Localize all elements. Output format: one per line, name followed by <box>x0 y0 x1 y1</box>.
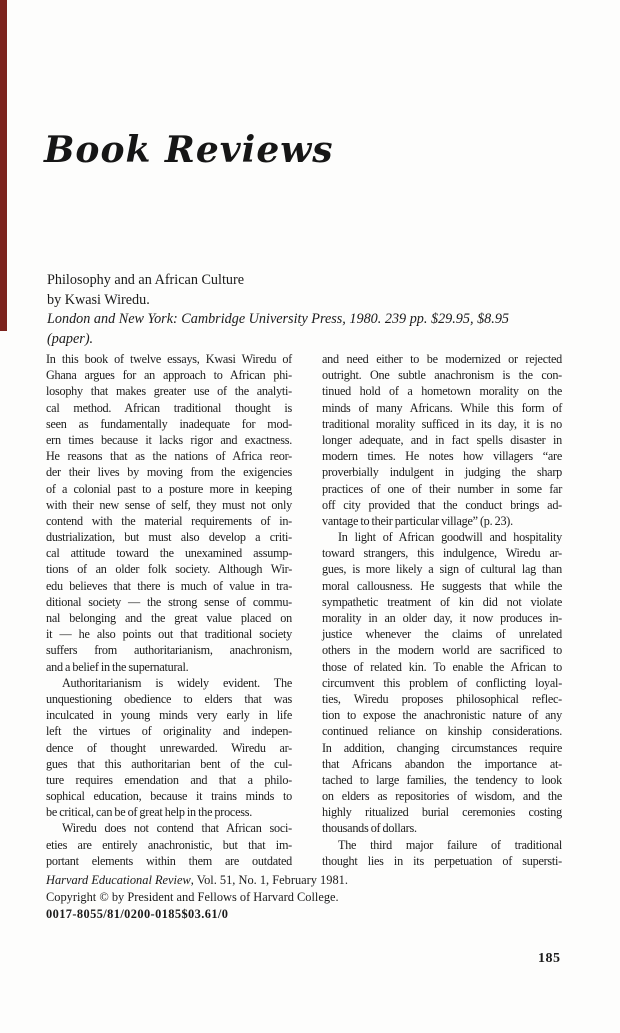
text-line: and need either to be modernized or rejected <box>322 352 562 366</box>
text-line: modern times. He notes how villagers “are <box>322 449 562 464</box>
text-line: morality in an older day, it now produces in- <box>322 611 562 625</box>
text-line: cal attitude toward the unexamined assump- <box>46 546 292 561</box>
text-line: tached to large families, the tendency to look <box>322 772 562 787</box>
text-line: practices of one of their number in some far <box>322 481 562 496</box>
text-line: Authoritarianism is widely evident. The <box>62 675 292 690</box>
text-line: highly ritualized burial ceremonies costing <box>322 805 562 820</box>
text-line: outright. One subtle anachronism is the con- <box>322 368 562 383</box>
book-citation <box>47 271 577 349</box>
footer-issn-code: 0017-8055/81/0200-0185$03.61/0 <box>46 906 229 921</box>
text-line: In this book of twelve essays, Kwasi Wiredu of <box>46 352 292 366</box>
text-line: portant elements within them are outdated <box>46 853 292 868</box>
text-line: He reasons that as the nations of Africa reor- <box>46 449 292 464</box>
text-line: tinued hold of a hometown morality on the <box>322 384 562 399</box>
text-line: Ghana argues for an approach to African phi- <box>46 368 292 383</box>
citation-author: by Kwasi Wiredu. <box>47 291 150 308</box>
text-line: unquestioning obedience to elders that was <box>46 691 292 706</box>
text-line: left the virtues of originality and indepen- <box>46 724 292 739</box>
text-line: der their lives by moving from the exigencies <box>46 465 292 480</box>
text-line: others in the modern world are sacrificed to <box>322 643 562 658</box>
text-line: The third major failure of traditional <box>338 837 562 852</box>
text-line: it — he also points out that traditional society <box>46 627 292 642</box>
text-line: ditional society — the strong sense of commu- <box>46 594 292 609</box>
text-line: sophical education, because it trains minds to <box>46 789 292 804</box>
text-line: traditional morality sufficed in its day, it is no <box>322 416 562 431</box>
text-line: gues, is more likely a sign of cultural lag than <box>322 562 562 577</box>
text-line: Wiredu does not contend that African soci- <box>62 821 292 836</box>
text-line: dence of thought unrewarded. Wiredu ar- <box>46 740 292 755</box>
text-line: moral callousness. He suggests that while the <box>322 578 562 593</box>
text-line: off city provided that the conduct brings ad- <box>322 497 562 512</box>
text-line: longer adequate, and in fact spells disaster in <box>322 432 562 447</box>
page-number: 185 <box>538 951 561 966</box>
text-line: continued reliance on kinship considerations. <box>322 724 562 739</box>
text-line: minds of many Africans. While this form of <box>322 400 562 415</box>
right-column <box>322 351 562 869</box>
text-line: ture requires emendation and that a philo- <box>46 772 292 787</box>
text-line: tion to expose the anachronistic nature of any <box>322 708 562 723</box>
text-line: thought lies in its perpetuation of supersti- <box>322 853 562 868</box>
left-column <box>46 351 292 869</box>
citation-paper-note: (paper). <box>47 330 94 347</box>
text-line: ties, Wiredu proposes philosophical reflec- <box>322 691 562 706</box>
text-line: that Africans abandon the importance at- <box>322 756 562 771</box>
footer-journal-line <box>46 872 526 889</box>
text-line: dustrialization, but must also develop a criti- <box>46 530 292 545</box>
text-line: In light of African goodwill and hospitality <box>338 530 562 545</box>
journal-volume-info: , Vol. 51, No. 1, February 1981. <box>190 873 348 887</box>
text-line: suffers from authoritarianism, anachronism, <box>46 643 292 658</box>
text-line: thousands of dollars. <box>322 821 417 836</box>
page-title: Book Reviews <box>44 129 334 171</box>
text-line: proverbially indulgent in judging the sharp <box>322 465 562 480</box>
text-line: justice whenever the claims of unrelated <box>322 627 562 642</box>
text-line: gues that this authoritarian bent of the cul- <box>46 756 292 771</box>
text-line: nal belonging and the great value placed on <box>46 611 292 625</box>
text-line: those of related kin. To enable the African to <box>322 659 562 674</box>
text-line: seen as fundamentally inadequate for mod- <box>46 416 292 431</box>
red-edge-mark <box>0 0 7 331</box>
text-line: ern times because it lacks rigor and exactness. <box>46 432 292 447</box>
text-line: of a colonial past to a posture more in keeping <box>46 481 292 496</box>
footer-copyright: Copyright © by President and Fellows of Harvard College. <box>46 889 339 904</box>
text-line: cal method. African traditional thought is <box>46 400 292 415</box>
text-line: vantage to their particular village” (p. 23). <box>322 513 513 528</box>
text-line: tions of an older folk society. Although Wir- <box>46 562 292 577</box>
journal-name: Harvard Educational Review <box>46 873 191 887</box>
text-line: and a belief in the supernatural. <box>46 659 189 674</box>
text-line: edu believes that there is much of value in tra- <box>46 578 292 593</box>
citation-publisher: London and New York: Cambridge University Press, 1980. 239 pp. $29.95, $8.95 <box>47 311 510 328</box>
text-line: inculcated in young minds very early in life <box>46 708 292 723</box>
text-line: sympathetic treatment of kin did not violate <box>322 594 562 609</box>
text-line: eties are entirely anachronistic, but that im- <box>46 837 292 852</box>
text-line: contend with the material requirements of in- <box>46 513 292 528</box>
text-line: toward strangers, this indulgence, Wiredu ar- <box>322 546 562 561</box>
text-line: losophy that makes greater use of the analyti- <box>46 384 292 399</box>
journal-footer <box>46 872 526 922</box>
text-line: with their new sense of self, they must not only <box>46 497 292 512</box>
review-body <box>46 351 562 869</box>
text-line: In addition, changing circumstances require <box>322 740 562 755</box>
text-line: circumvent this problem of conflicting loyal- <box>322 675 562 690</box>
text-line: be critical, can be of great help in the process. <box>46 805 253 820</box>
text-line: on elders as repositories of wisdom, and the <box>322 789 562 804</box>
citation-book-title: Philosophy and an African Culture <box>47 272 245 288</box>
